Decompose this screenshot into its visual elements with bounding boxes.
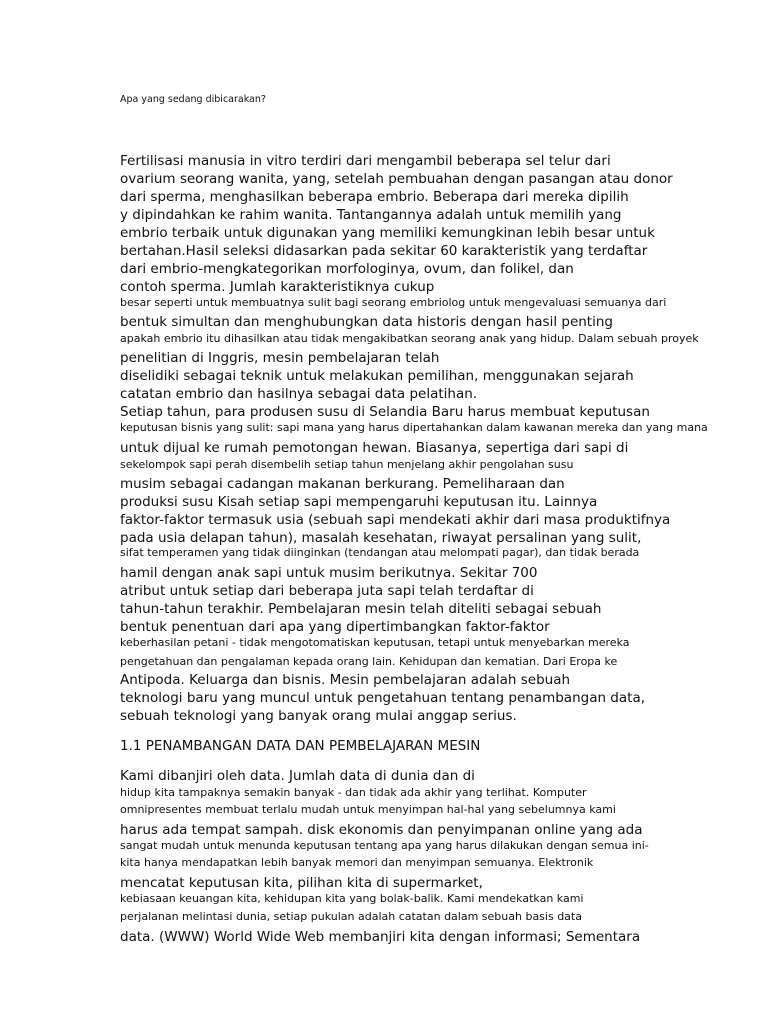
text-line: Setiap tahun, para produsen susu di Selandia Baru harus membuat keputusan xyxy=(120,404,650,420)
text-line: dari embrio-mengkategorikan morfologinya, ovum, dan folikel, dan xyxy=(120,261,574,277)
text-line: untuk dijual ke rumah pemotongan hewan. Biasanya, sepertiga dari sapi di xyxy=(120,440,629,456)
text-line: embrio terbaik untuk digunakan yang memiliki kemungkinan lebih besar untuk xyxy=(120,225,655,241)
text-line: Fertilisasi manusia in vitro terdiri dari mengambil beberapa sel telur dari xyxy=(120,153,611,169)
text-line: keberhasilan petani - tidak mengotomatiskan keputusan, tetapi untuk menyebarkan mereka xyxy=(120,636,630,649)
text-line: kita hanya mendapatkan lebih banyak memori dan menyimpan semuanya. Elektronik xyxy=(120,856,594,869)
text-line: ovarium seorang wanita, yang, setelah pembuahan dengan pasangan atau donor xyxy=(120,171,673,187)
text-line: diselidiki sebagai teknik untuk melakukan pemilihan, menggunakan sejarah xyxy=(120,368,634,384)
text-line: mencatat keputusan kita, pilihan kita di supermarket, xyxy=(120,875,483,891)
text-line: produksi susu Kisah setiap sapi mempengaruhi keputusan itu. Lainnya xyxy=(120,494,598,510)
section-heading: 1.1 PENAMBANGAN DATA DAN PEMBELAJARAN MESIN xyxy=(120,738,481,754)
text-line: perjalanan melintasi dunia, setiap pukulan adalah catatan dalam sebuah basis data xyxy=(120,910,582,923)
question-text: Apa yang sedang dibicarakan? xyxy=(120,94,266,105)
text-line: Kami dibanjiri oleh data. Jumlah data di dunia dan di xyxy=(120,768,475,784)
text-line: bentuk penentuan dari apa yang dipertimbangkan faktor-faktor xyxy=(120,619,550,635)
text-line: tahun-tahun terakhir. Pembelajaran mesin telah diteliti sebagai sebuah xyxy=(120,601,602,617)
text-line: bertahan.Hasil seleksi didasarkan pada sekitar 60 karakteristik yang terdaftar xyxy=(120,243,648,259)
text-line: sebuah teknologi yang banyak orang mulai anggap serius. xyxy=(120,708,517,724)
text-line: dari sperma, menghasilkan beberapa embrio. Beberapa dari mereka dipilih xyxy=(120,189,629,205)
text-line: hidup kita tampaknya semakin banyak - dan tidak ada akhir yang terlihat. Komputer xyxy=(120,786,587,799)
text-line: sangat mudah untuk menunda keputusan tentang apa yang harus dilakukan dengan semua ini- xyxy=(120,839,649,852)
text-line: sifat temperamen yang tidak diinginkan (tendangan atau melompati pagar), dan tidak berada xyxy=(120,546,640,559)
text-line: musim sebagai cadangan makanan berkurang. Pemeliharaan dan xyxy=(120,476,565,492)
text-line: besar seperti untuk membuatnya sulit bagi seorang embriolog untuk mengevaluasi semuanya dari xyxy=(120,296,667,309)
text-line: apakah embrio itu dihasilkan atau tidak mengakibatkan seorang anak yang hidup. Dalam sebuah proyek xyxy=(120,332,699,345)
text-line: pada usia delapan tahun), masalah kesehatan, riwayat persalinan yang sulit, xyxy=(120,530,642,546)
text-line: kebiasaan keuangan kita, kehidupan kita yang bolak-balik. Kami mendekatkan kami xyxy=(120,892,584,905)
text-line: sekelompok sapi perah disembelih setiap tahun menjelang akhir pengolahan susu xyxy=(120,458,574,471)
text-line: Antipoda. Keluarga dan bisnis. Mesin pembelajaran adalah sebuah xyxy=(120,672,571,688)
text-line: y dipindahkan ke rahim wanita. Tantangannya adalah untuk memilih yang xyxy=(120,207,622,223)
text-line: pengetahuan dan pengalaman kepada orang lain. Kehidupan dan kematian. Dari Eropa ke xyxy=(120,655,618,668)
text-line: contoh sperma. Jumlah karakteristiknya cukup xyxy=(120,279,435,295)
text-line: faktor-faktor termasuk usia (sebuah sapi mendekati akhir dari masa produktifnya xyxy=(120,512,671,528)
text-line: omnipresentes membuat terlalu mudah untuk menyimpan hal-hal yang sebelumnya kami xyxy=(120,803,616,816)
text-line: penelitian di Inggris, mesin pembelajaran telah xyxy=(120,350,440,366)
text-line: catatan embrio dan hasilnya sebagai data pelatihan. xyxy=(120,386,478,402)
text-line: bentuk simultan dan menghubungkan data historis dengan hasil penting xyxy=(120,314,613,330)
text-line: keputusan bisnis yang sulit: sapi mana yang harus dipertahankan dalam kawanan mereka dan yang mana xyxy=(120,421,708,434)
text-line: harus ada tempat sampah. disk ekonomis dan penyimpanan online yang ada xyxy=(120,822,643,838)
text-line: data. (WWW) World Wide Web membanjiri kita dengan informasi; Sementara xyxy=(120,929,641,945)
text-line: hamil dengan anak sapi untuk musim berikutnya. Sekitar 700 xyxy=(120,565,538,581)
text-line: atribut untuk setiap dari beberapa juta sapi telah terdaftar di xyxy=(120,583,534,599)
text-line: teknologi baru yang muncul untuk pengetahuan tentang penambangan data, xyxy=(120,690,646,706)
